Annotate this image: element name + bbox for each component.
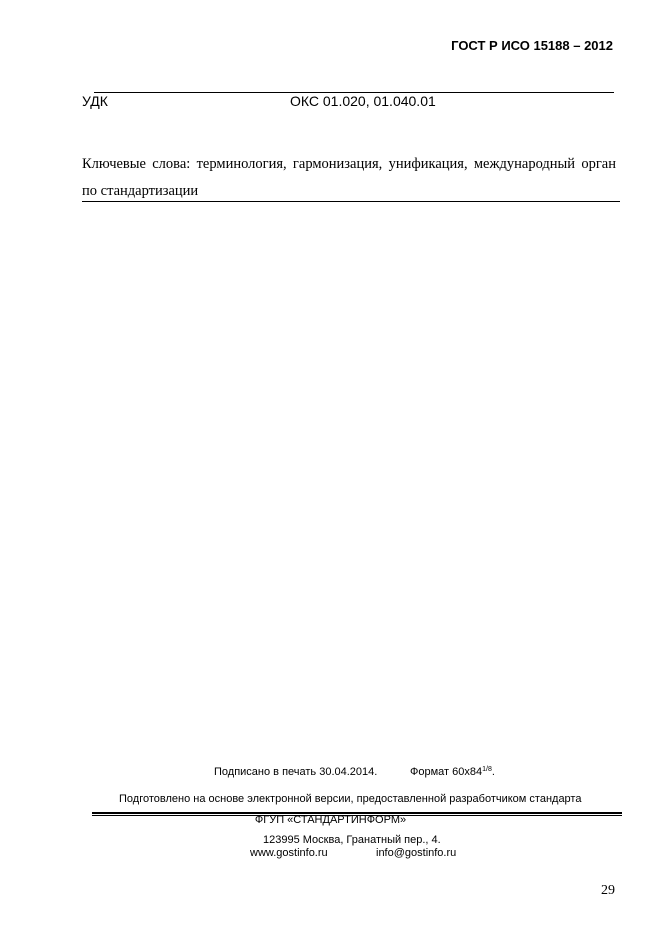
keywords-line-1: Ключевые слова: терминология, гармонизация, унификация, международный орган (82, 156, 616, 172)
page-number: 29 (601, 883, 615, 898)
publisher-name: ФГУП «СТАНДАРТИНФОРМ» (254, 814, 407, 826)
format-label: Формат 60х84 (410, 766, 483, 778)
oks-label: ОКС 01.020, 01.040.01 (290, 93, 436, 109)
print-format (410, 766, 495, 778)
document-code: ГОСТ Р ИСО 15188 – 2012 (451, 38, 613, 53)
udk-label: УДК (82, 93, 108, 109)
format-fraction: 1/8 (482, 766, 492, 773)
publisher-email: info@gostinfo.ru (376, 847, 457, 859)
format-end: . (491, 766, 495, 778)
keywords-rule (82, 201, 620, 202)
prepared-note: Подготовлено на основе электронной версии, предоставленной разработчиком стандарта (119, 793, 582, 805)
signed-date: Подписано в печать 30.04.2014. (214, 766, 378, 778)
keywords-line-2: по стандартизации (82, 183, 199, 199)
publisher-address: 123995 Москва, Гранатный пер., 4. (263, 834, 441, 846)
publisher-website: www.gostinfo.ru (250, 847, 328, 859)
keywords-paragraph (82, 151, 616, 205)
